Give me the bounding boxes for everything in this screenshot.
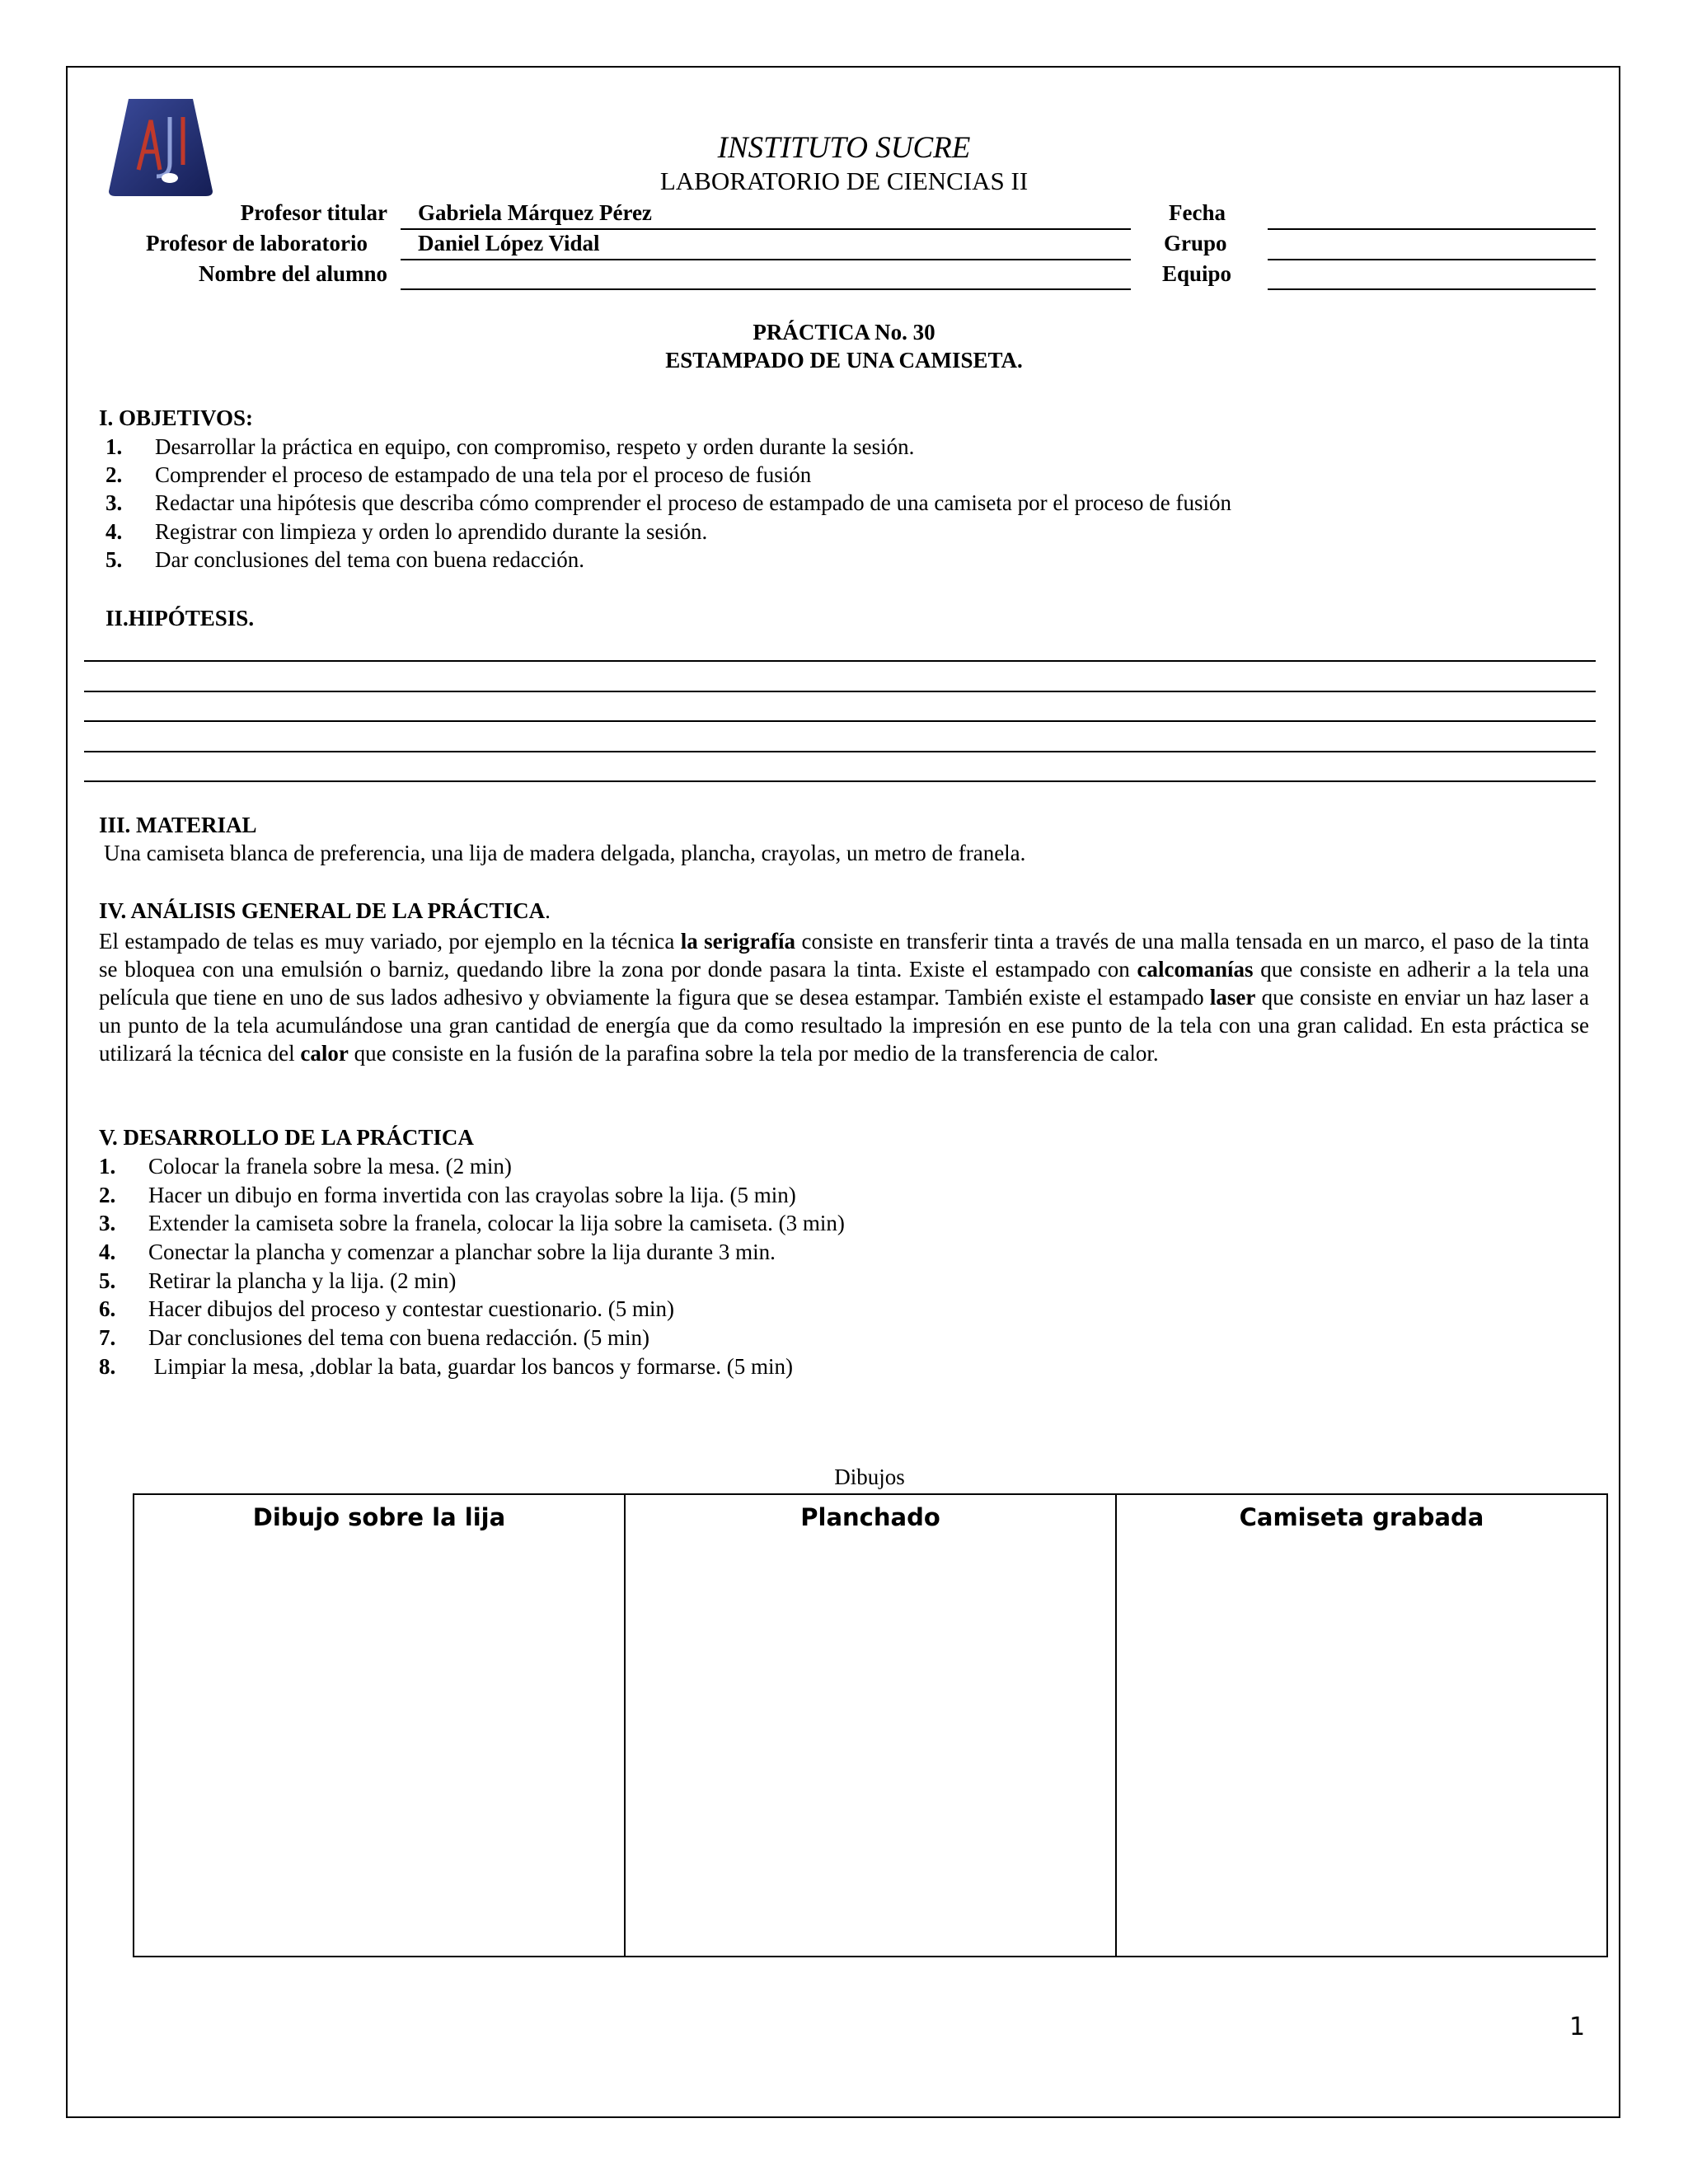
institute-title: INSTITUTO SUCRE [717,131,971,165]
desarrollo-step: 3. Extender la camiseta sobre la franela, colocar la lija sobre la camiseta. (3 min) [99,1211,845,1235]
desarrollo-step: 1. Colocar la franela sobre la mesa. (2 min) [99,1154,512,1179]
grupo-label: Grupo [1164,231,1227,255]
dibujos-column-camiseta[interactable]: Camiseta grabada [1239,1503,1484,1531]
fecha-line[interactable] [1268,228,1596,230]
objetivo-item: 4. Registrar con limpieza y orden lo aprendido durante la sesión. [106,519,708,544]
dibujos-column-lija[interactable]: Dibujo sobre la lija [134,1495,626,1956]
profesor-titular-label: Profesor titular [240,200,387,225]
material-heading: III. MATERIAL [99,813,257,837]
hipotesis-heading: II.HIPÓTESIS. [106,606,255,630]
analisis-heading: IV. ANÁLISIS GENERAL DE LA PRÁCTICA. [99,898,551,923]
dibujos-table [133,1493,1608,1957]
desarrollo-step: 8. Limpiar la mesa, ,doblar la bata, guardar los bancos y formarse. (5 min) [99,1354,793,1379]
hipotesis-line[interactable] [84,720,1596,722]
desarrollo-step: 6. Hacer dibujos del proceso y contestar cuestionario. (5 min) [99,1296,675,1321]
hipotesis-line[interactable] [84,780,1596,782]
profesor-titular-value: Gabriela Márquez Pérez [418,200,652,225]
analisis-paragraph: El estampado de telas es muy variado, por ejemplo en la técnica la serigrafía consiste en transferir tinta a través de una malla tensada en un marco, el paso de la tinta se bloquea con una emulsión o barniz, quedando libre la zona por donde pasara la tinta. Existe el estampado con calcomanías que consiste en adherir a la tela una película que tiene en uno de sus lados adhesivo y obviamente la figura que se desea estampar. También existe el estampado laser que consiste en enviar un haz laser a un punto de la tela acumulándose una gran cantidad de energía que da como resultado la impresión en ese punto de la tela con una gran calidad. En esta práctica se utilizará la técnica del calor que consiste en la fusión de la parafina sobre la tela por medio de la transferencia de calor. [99,929,1589,1066]
objetivo-item: 3. Redactar una hipótesis que describa cómo comprender el proceso de estampado de una camiseta por el proceso de fusión [106,490,1232,515]
grupo-line[interactable] [1268,259,1596,260]
lab-title: LABORATORIO DE CIENCIAS II [659,166,1029,195]
dibujos-caption: Dibujos [834,1465,905,1489]
profesor-lab-label: Profesor de laboratorio [146,231,368,255]
profesor-lab-line [401,259,1131,260]
objetivo-item: 2. Comprender el proceso de estampado de una tela por el proceso de fusión [106,462,812,487]
material-text: Una camiseta blanca de preferencia, una lija de madera delgada, plancha, crayolas, un metro de franela. [104,841,1026,865]
hipotesis-line[interactable] [84,691,1596,692]
hipotesis-line[interactable] [84,660,1596,662]
profesor-titular-line [401,228,1131,230]
desarrollo-heading: V. DESARROLLO DE LA PRÁCTICA [99,1125,474,1150]
alumno-line[interactable] [401,288,1131,290]
desarrollo-step: 4. Conectar la plancha y comenzar a planchar sobre la lija durante 3 min. [99,1240,776,1264]
page-number: 1 [1569,2013,1586,2041]
hipotesis-line[interactable] [84,751,1596,752]
objetivo-item: 5. Dar conclusiones del tema con buena redacción. [106,547,585,572]
desarrollo-step: 2. Hacer un dibujo en forma invertida con las crayolas sobre la lija. (5 min) [99,1183,796,1207]
desarrollo-step: 5. Retirar la plancha y la lija. (2 min) [99,1268,457,1293]
objetivo-item: 1. Desarrollar la práctica en equipo, con compromiso, respeto y orden durante la sesión. [106,434,915,459]
objetivos-heading: I. OBJETIVOS: [99,405,254,430]
desarrollo-step: 7. Dar conclusiones del tema con buena redacción. (5 min) [99,1325,650,1350]
profesor-lab-value: Daniel López Vidal [418,231,600,255]
fecha-label: Fecha [1169,200,1226,225]
equipo-line[interactable] [1268,288,1596,290]
equipo-label: Equipo [1162,261,1232,286]
alumno-label: Nombre del alumno [198,261,387,286]
dibujos-column-planchado[interactable]: Planchado [626,1495,1117,1956]
practice-title: ESTAMPADO DE UNA CAMISETA. [665,348,1023,373]
practice-number: PRÁCTICA No. 30 [753,320,935,344]
